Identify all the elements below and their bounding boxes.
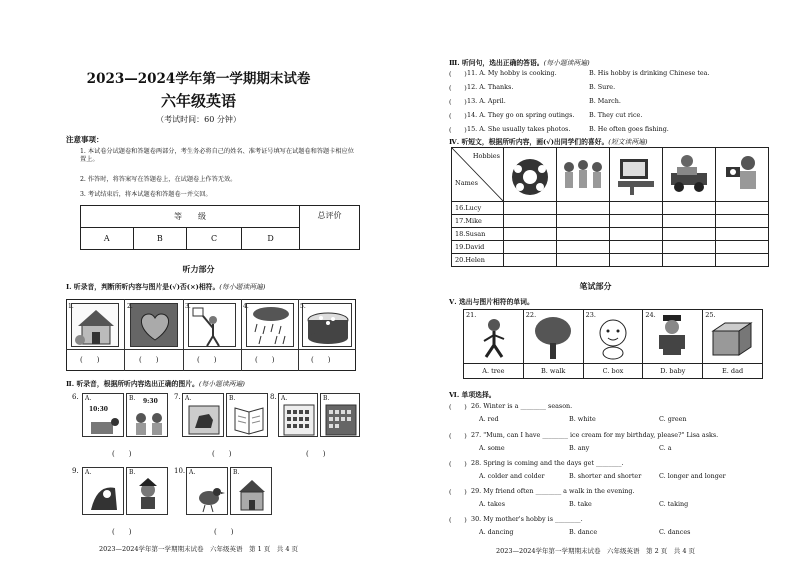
section1-col-line <box>183 299 184 371</box>
section2-note: (每小题读两遍) <box>198 380 245 388</box>
q26-option-a: A. red <box>479 415 499 423</box>
cell[interactable] <box>663 215 716 228</box>
picture-5-cake <box>302 303 352 347</box>
q27-text: 27. "Mum, can I have ________ ice cream for my birthday, please?" Lisa asks. <box>471 431 719 439</box>
section1-answer-3[interactable]: ( ) <box>197 356 217 364</box>
q26-option-c: C. green <box>659 415 687 423</box>
row-name-helen: 20.Helen <box>452 254 504 267</box>
cell[interactable] <box>557 241 610 254</box>
item10-option-a[interactable] <box>186 467 228 515</box>
grade-c: C <box>186 228 241 250</box>
cell[interactable] <box>663 228 716 241</box>
word-baby: D. baby <box>643 364 703 379</box>
item8-answer[interactable]: ( ) <box>306 450 326 458</box>
section1-label-3: 3. <box>185 303 191 310</box>
pic-22-tree <box>523 310 583 364</box>
total-header: 总评价 <box>300 206 360 250</box>
writing-title: 笔试部分 <box>579 281 612 291</box>
picture-1-house <box>71 303 119 347</box>
item10-b-label: B. <box>233 469 240 476</box>
q15-option-a: 15. A. She usually takes photos. <box>467 125 571 133</box>
section1-answer-1[interactable]: ( ) <box>80 356 100 364</box>
listening-title: 听力部分 <box>182 264 215 274</box>
section3-list <box>449 69 789 139</box>
section1-title-text: Ⅰ. 听录音，判断所听内容与图片是(√)否(×)相符。 <box>66 283 220 291</box>
section3-title <box>449 57 590 67</box>
section1-label-2: 2. <box>127 303 133 310</box>
q27-option-a: A. some <box>479 444 505 452</box>
q13-option-b: B. March. <box>589 97 621 105</box>
cell[interactable] <box>610 254 663 267</box>
section6-list <box>449 402 789 543</box>
grade-table <box>80 205 360 250</box>
grade-a: A <box>81 228 134 250</box>
item7-a-label: A. <box>185 395 192 402</box>
section1-title <box>66 281 265 291</box>
item7-answer[interactable]: ( ) <box>212 450 232 458</box>
section1-answer-2[interactable]: ( ) <box>139 356 159 364</box>
q27-option-b: B. any <box>569 444 590 452</box>
q30-option-c: C. dances <box>659 528 691 536</box>
picture-4-rain <box>246 303 294 347</box>
question-26 <box>449 402 789 431</box>
hobby-toy-car <box>663 148 716 202</box>
exam-subtitle: 六年级英语 <box>160 92 236 110</box>
q11-option-b: B. His hobby is drinking Chinese tea. <box>589 69 710 77</box>
q27-blank[interactable]: ( ) <box>449 432 467 440</box>
item9-answer[interactable]: ( ) <box>112 528 132 536</box>
section1-divider <box>66 349 356 350</box>
section1-answer-5[interactable]: ( ) <box>311 356 331 364</box>
item9-option-a[interactable] <box>82 467 124 515</box>
note-1: 1. 本试卷分试题卷和答题卷两部分，考生务必将自己的姓名、准考证号填写在试题卷和答题卡相应位置上。 <box>80 148 354 163</box>
q30-blank[interactable]: ( ) <box>449 516 467 524</box>
q30-option-b: B. dance <box>569 528 598 536</box>
q12-option-a: 12. A. Thanks. <box>467 83 514 91</box>
q28-option-b: B. shorter and shorter <box>569 472 642 480</box>
question-14 <box>449 111 789 125</box>
cell[interactable] <box>610 202 663 215</box>
section1-col-line <box>124 299 125 371</box>
q29-option-b: B. take <box>569 500 592 508</box>
cell[interactable] <box>663 254 716 267</box>
q26-blank[interactable]: ( ) <box>449 403 467 411</box>
section5-title: Ⅴ. 选出与图片相符的单词。 <box>449 298 534 306</box>
q29-option-c: C. taking <box>659 500 689 508</box>
q13-blank[interactable]: ( ) <box>449 98 467 106</box>
cell[interactable] <box>610 228 663 241</box>
question-30 <box>449 515 789 543</box>
item6-a-label: A. <box>85 395 92 402</box>
section1-label-1: 1. <box>68 303 74 310</box>
section1-label-5: 5. <box>300 303 306 310</box>
picture-word-table <box>463 309 763 379</box>
word-walk: B. walk <box>523 364 583 379</box>
question-29 <box>449 487 789 515</box>
item8-option-a[interactable] <box>278 393 318 437</box>
picture-2-heart <box>130 303 178 347</box>
q27-option-c: C. a <box>659 444 672 452</box>
section4-title <box>449 136 648 146</box>
q11-option-a: 11. A. My hobby is cooking. <box>467 69 557 77</box>
section3-title-text: Ⅲ. 听问句，选出正确的答语。 <box>449 59 544 67</box>
q12-blank[interactable]: ( ) <box>449 84 467 92</box>
hobby-dancing <box>557 148 610 202</box>
section1-answer-4[interactable]: ( ) <box>255 356 275 364</box>
q28-option-c: C. longer and longer <box>659 472 726 480</box>
section1-col-line <box>241 299 242 371</box>
section6-title: Ⅵ. 单项选择。 <box>449 391 496 399</box>
section2-title <box>66 378 245 388</box>
left-footer: 2023—2024学年第一学期期末试卷 六年级英语 第 1 页 共 4 页 <box>98 545 299 553</box>
label-23: 23. <box>585 311 596 319</box>
q28-text: 28. Spring is coming and the days get ________. <box>471 459 624 467</box>
q30-option-a: A. dancing <box>479 528 514 536</box>
note-3: 3. 考试结束后，将本试题卷和答题卷一并交回。 <box>80 191 212 198</box>
note-2: 2. 作答时，将答案写在答题卷上，在试题卷上作答无效。 <box>80 176 237 183</box>
cell[interactable] <box>504 241 557 254</box>
pic-24-dad <box>643 310 703 364</box>
item6-a-clock: 10:30 <box>89 406 108 413</box>
q28-blank[interactable]: ( ) <box>449 460 467 468</box>
q26-option-b: B. white <box>569 415 596 423</box>
question-28 <box>449 459 789 487</box>
item8-num: 8. <box>270 393 277 401</box>
item7-b-label: B. <box>229 395 236 402</box>
label-24: 24. <box>645 311 656 319</box>
item7-option-a[interactable] <box>182 393 224 437</box>
picture-3-basketball <box>188 303 236 347</box>
label-21: 21. <box>466 311 477 319</box>
word-tree: A. tree <box>464 364 524 379</box>
hobby-football <box>504 148 557 202</box>
exam-title: 2023—2024学年第一学期期末试卷 <box>86 71 311 87</box>
cell[interactable] <box>716 215 769 228</box>
q26-text: 26. Winter is a ________ season. <box>471 402 573 410</box>
pic-25-box <box>703 310 763 364</box>
row-name-david: 19.David <box>452 241 504 254</box>
cell[interactable] <box>610 215 663 228</box>
cell[interactable] <box>504 202 557 215</box>
section1-col-line <box>298 299 299 371</box>
label-22: 22. <box>525 311 537 319</box>
item8-b-label: B. <box>323 395 330 402</box>
cell[interactable] <box>663 202 716 215</box>
grade-header: 等 级 <box>81 206 300 228</box>
cell[interactable] <box>610 241 663 254</box>
q15-blank[interactable]: ( ) <box>449 126 467 134</box>
q13-option-a: 13. A. April. <box>467 97 506 105</box>
section4-title-text: Ⅳ. 听短文，根据所听内容，画(√)出同学们的喜好。 <box>449 138 609 146</box>
word-dad: E. dad <box>703 364 763 379</box>
question-12 <box>449 83 789 97</box>
item9-num: 9. <box>72 467 79 475</box>
item6-b-label: B. <box>129 395 136 402</box>
row-name-mike: 17.Mike <box>452 215 504 228</box>
cell[interactable] <box>557 202 610 215</box>
item8-option-b[interactable] <box>320 393 360 437</box>
word-box: C. box <box>583 364 643 379</box>
q15-option-b: B. He often goes fishing. <box>589 125 669 133</box>
q14-blank[interactable]: ( ) <box>449 112 467 120</box>
item6-answer[interactable]: ( ) <box>112 450 132 458</box>
section4-note: (短文读两遍) <box>608 138 648 146</box>
cell[interactable] <box>504 215 557 228</box>
q29-text: 29. My friend often ________ a walk in the evening. <box>471 487 635 495</box>
item9-option-b[interactable] <box>126 467 168 515</box>
section3-note: (每小题读两遍) <box>543 59 590 67</box>
q28-option-a: A. colder and colder <box>479 472 545 480</box>
cell[interactable] <box>504 254 557 267</box>
item6-option-b[interactable] <box>126 393 168 437</box>
section2-title-text: Ⅱ. 听录音，根据所听内容选出正确的图片。 <box>66 380 199 388</box>
right-footer: 2023—2024学年第一学期期末试卷 六年级英语 第 2 页 共 4 页 <box>495 547 696 555</box>
cell[interactable] <box>716 202 769 215</box>
hobby-table <box>451 147 769 267</box>
grade-b: B <box>133 228 186 250</box>
item10-num: 10. <box>174 467 186 475</box>
q12-option-b: B. Sure. <box>589 83 616 91</box>
q14-option-a: 14. A. They go on spring outings. <box>467 111 575 119</box>
hobbies-label: Hobbies <box>472 152 500 160</box>
item6-num: 6. <box>72 393 79 401</box>
item7-option-b[interactable] <box>226 393 268 437</box>
question-13 <box>449 97 789 111</box>
item10-option-b[interactable] <box>230 467 272 515</box>
q14-option-b: B. They cut rice. <box>589 111 643 119</box>
cell[interactable] <box>716 254 769 267</box>
section1-label-4: 4. <box>243 303 249 310</box>
q29-option-a: A. takes <box>479 500 505 508</box>
row-name-susan: 18.Susan <box>452 228 504 241</box>
cell[interactable] <box>557 228 610 241</box>
item6-b-clock: 9:30 <box>143 398 158 405</box>
grade-d: D <box>242 228 300 250</box>
cell[interactable] <box>557 254 610 267</box>
item7-num: 7. <box>174 393 181 401</box>
item9-a-label: A. <box>85 469 92 476</box>
item10-a-label: A. <box>189 469 196 476</box>
item9-b-label: B. <box>129 469 136 476</box>
cell[interactable] <box>504 228 557 241</box>
row-name-lucy: 16.Lucy <box>452 202 504 215</box>
item10-answer[interactable]: ( ) <box>214 528 234 536</box>
question-27 <box>449 431 789 459</box>
names-label: Names <box>455 179 478 187</box>
item8-a-label: A. <box>281 395 288 402</box>
cell[interactable] <box>716 228 769 241</box>
section1-note: (每小题读两遍) <box>219 283 266 291</box>
question-11 <box>449 69 789 83</box>
q11-blank[interactable]: ( ) <box>449 70 467 78</box>
pic-23-baby <box>583 310 643 364</box>
exam-time: （考试时间：60 分钟） <box>156 115 241 124</box>
right-page <box>397 0 794 561</box>
hobby-computer <box>610 148 663 202</box>
cell[interactable] <box>716 241 769 254</box>
hobby-table-corner <box>452 148 504 202</box>
pic-21-boy-walking <box>464 310 524 364</box>
q29-blank[interactable]: ( ) <box>449 488 467 496</box>
cell[interactable] <box>557 215 610 228</box>
notes-heading: 注意事项： <box>66 135 104 144</box>
item6-option-a[interactable] <box>82 393 124 437</box>
q30-text: 30. My mother's hobby is ________. <box>471 515 583 523</box>
hobby-photos <box>716 148 769 202</box>
label-25: 25. <box>705 311 716 319</box>
cell[interactable] <box>663 241 716 254</box>
